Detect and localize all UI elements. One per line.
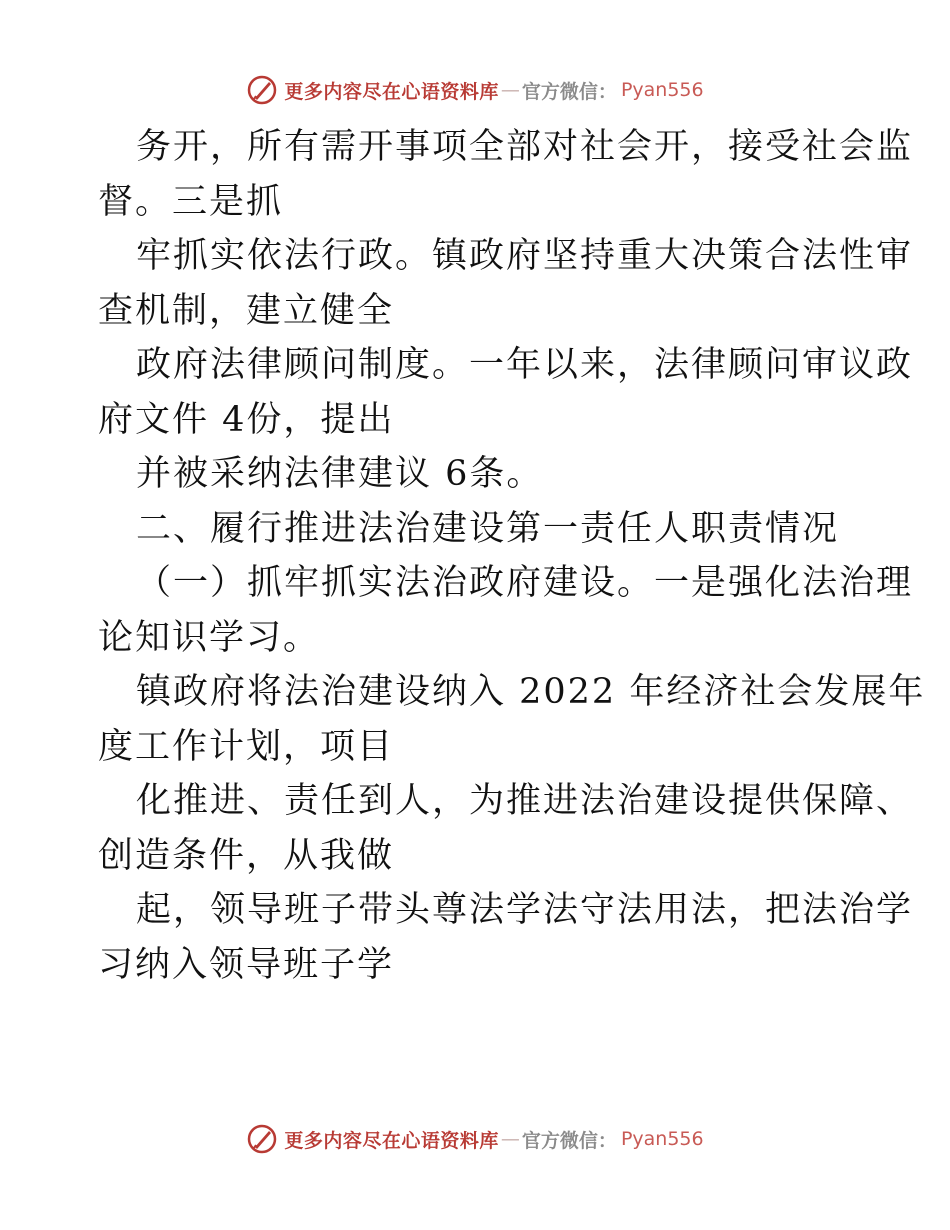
text-line: 府文件 4份，提出	[98, 400, 395, 440]
footer-watermark	[0, 1119, 950, 1159]
text-line: 查机制，建立健全	[98, 291, 395, 331]
watermark-official-label: 官方微信：	[521, 1129, 617, 1152]
text-line: 镇政府将法治建设纳入 2022 年经济社会发展年	[136, 672, 926, 712]
watermark-wechat-id: Pyan556	[620, 1128, 704, 1150]
watermark-dash: —	[500, 1128, 520, 1150]
watermark-official-label: 官方微信：	[521, 80, 617, 103]
watermark-main-text: 更多内容尽在心语资料库	[284, 80, 499, 103]
section-heading: 二、履行推进法治建设第一责任人职责情况	[136, 509, 840, 549]
watermark-wechat-id: Pyan556	[620, 79, 704, 101]
text-line: 度工作计划，项目	[98, 727, 395, 767]
text-line: 并被采纳法律建议 6条。	[136, 454, 544, 494]
subsection-heading: （一）抓牢抓实法治政府建设。一是强化法治理	[136, 563, 914, 603]
text-line: 化推进、责任到人，为推进法治建设提供保障、	[136, 781, 914, 821]
text-line: 牢抓实依法行政。镇政府坚持重大决策合法性审	[136, 236, 914, 276]
text-line: 督。三是抓	[98, 182, 284, 222]
text-line: 起，领导班子带头尊法学法守法用法，把法治学	[136, 890, 914, 930]
watermark-dash: —	[500, 79, 520, 101]
quill-logo-icon	[246, 1123, 278, 1155]
watermark-main-text: 更多内容尽在心语资料库	[284, 1129, 499, 1152]
text-line: 政府法律顾问制度。一年以来，法律顾问审议政	[136, 345, 914, 385]
quill-logo-icon	[246, 74, 278, 106]
header-watermark	[0, 70, 950, 110]
text-line: 论知识学习。	[98, 618, 321, 658]
text-line: 创造条件，从我做	[98, 836, 395, 876]
text-line: 习纳入领导班子学	[98, 945, 395, 985]
text-line: 务开，所有需开事项全部对社会开，接受社会监	[136, 127, 914, 167]
